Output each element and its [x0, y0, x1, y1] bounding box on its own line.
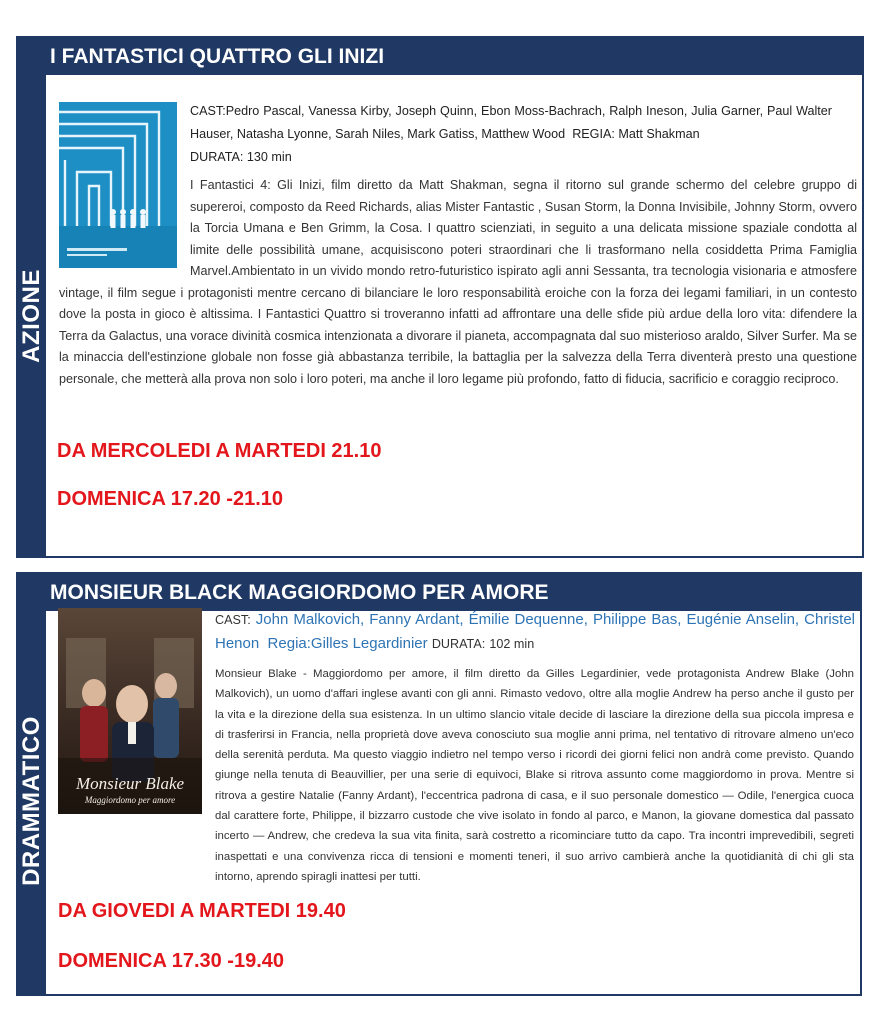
durata-label: DURATA: [190, 150, 244, 164]
film-plot: Monsieur Blake - Maggiordomo per amore, il film diretto da Gilles Legardinier, vede protagonista Andrew Blake (John Malkovich), un uomo d'affari inglese avanti con gli anni. Rimasto vedovo, oltre alla moglie Andrew ha perso anche il gusto per la vita e la direzione della sua esistenza. In un ultimo slancio vitale decide di lasciare la direzione della sua piccola impresa e di trasferirsi in Francia, nella proprietà dove aveva conosciuto sua moglie anni prima, nel tentativo di ritrovare almeno un'eco della serenità perduta. Ma questo viaggio indietro nel tempo verso i ricordi dei giorni felici non andrà come previsto. Quando giunge nella tenuta di Beauvillier, per una serie di equivoci, Blake si ritrova assunto come maggiordomo in prova. Mentre si ritrova a gestire Natalie (Fanny Ardant), l'eccentrica padrona di casa, e il suo personale domestico — Odile, l'energica cuoca dal carattere forte, Philippe, il bizzarro custode che vive isolato in fondo al parco, e Manon, la giovane domestica dal passato incerto — Andrew, che credeva la sua vita finita, sarà costretto a ricominciare tutto da capo. Tra incontri imprevedibili, segreti inaspettati e una convivenza ricca di tensioni e momenti teneri, il suo arrivo cambierà anche la quotidianità di chi gli sta intorno, aprendo spiragli inattesi per tutti. [215, 668, 854, 883]
regia-label: REGIA: [572, 127, 615, 141]
film-card-monsieur-blake [16, 572, 862, 996]
film-credits [215, 608, 855, 656]
regia-value: Gilles Legardinier [310, 635, 428, 652]
poster-artwork [58, 608, 202, 814]
cast-list: Pedro Pascal, Vanessa Kirby, Joseph Quinn, Ebon Moss-Bachrach, Ralph Ineson, Julia Garner, Paul Walter Hauser, Natasha Lyonne, Sarah Niles, Mark Gatiss, Matthew Wood [190, 104, 832, 141]
showtime-weekdays: DA GIOVEDI A MARTEDI 19.40 [58, 900, 346, 922]
regia-value: Matt Shakman [618, 127, 700, 141]
cast-list: John Malkovich, Fanny Ardant, Émilie Dequenne, Philippe Bas, Eugénie Anselin, Christel Henon [215, 611, 855, 652]
durata-value: 102 min [489, 637, 535, 651]
film-title: MONSIEUR BLACK MAGGIORDOMO PER AMORE [18, 574, 860, 611]
regia-label: Regia: [267, 635, 311, 652]
genre-label: AZIONE [18, 268, 46, 363]
film-credits [190, 100, 832, 169]
cast-label: CAST: [215, 613, 251, 627]
showtime-sunday: DOMENICA 17.20 -21.10 [57, 488, 284, 510]
poster-subtitle: Maggiordomo per amore [84, 795, 176, 805]
poster-title: Monsieur Blake [75, 774, 185, 793]
showtime-weekdays: DA MERCOLEDI A MARTEDI 21.10 [57, 440, 382, 462]
showtime-sunday: DOMENICA 17.30 -19.40 [58, 950, 285, 972]
cast-label: CAST: [190, 104, 226, 118]
film-card-fantastici [16, 36, 864, 558]
film-title: I FANTASTICI QUATTRO GLI INIZI [18, 38, 862, 75]
durata-value: 130 min [246, 150, 292, 164]
plot-wrap [59, 175, 857, 390]
film-plot: I Fantastici 4: Gli Inizi, film diretto da Matt Shakman, segna il ritorno sul grande schermo del celebre gruppo di supereroi, composto da Reed Richards, alias Mister Fantastic , Susan Storm, la Donna Invisibile, Johnny Storm, ovvero la Torcia Umana e Ben Grimm, la Cosa. I quattro scienziati, in seguito a una delicata missione spaziale condotta al limite delle possibilità umane, acquisiscono poteri straordinari che li trasformano nella cosiddetta Prima Famiglia Marvel.Ambientato in un vivido mondo retro-futuristico ispirato agli anni Sessanta, tra tecnologia visionaria e atmosfere vintage, il film segue i protagonisti mentre cercano di bilanciare le loro responsabilità eroiche con la forza dei legami familiari, in un contesto dove la posta in gioco è altissima. I Fantastici Quattro si troveranno infatti ad affrontare una delle sfide più ardue della loro vita: difendere la Terra da Galactus, una vorace divinità cosmica intenzionata a divorare il pianeta, accompagnata dal suo misterioso araldo, Silver Surfer. Ma se la minaccia dell'estinzione globale non fosse già abbastanza terribile, la battaglia per la salvezza della Terra diventerà presto una questione personale, che metterà alla prova non solo i loro poteri, ma anche il loro legame più profondo, fatto di fiducia, sacrificio e coraggio reciproco. [59, 178, 857, 386]
film-poster [58, 608, 202, 814]
genre-label: DRAMMATICO [18, 715, 46, 886]
durata-label: DURATA: [431, 637, 486, 651]
